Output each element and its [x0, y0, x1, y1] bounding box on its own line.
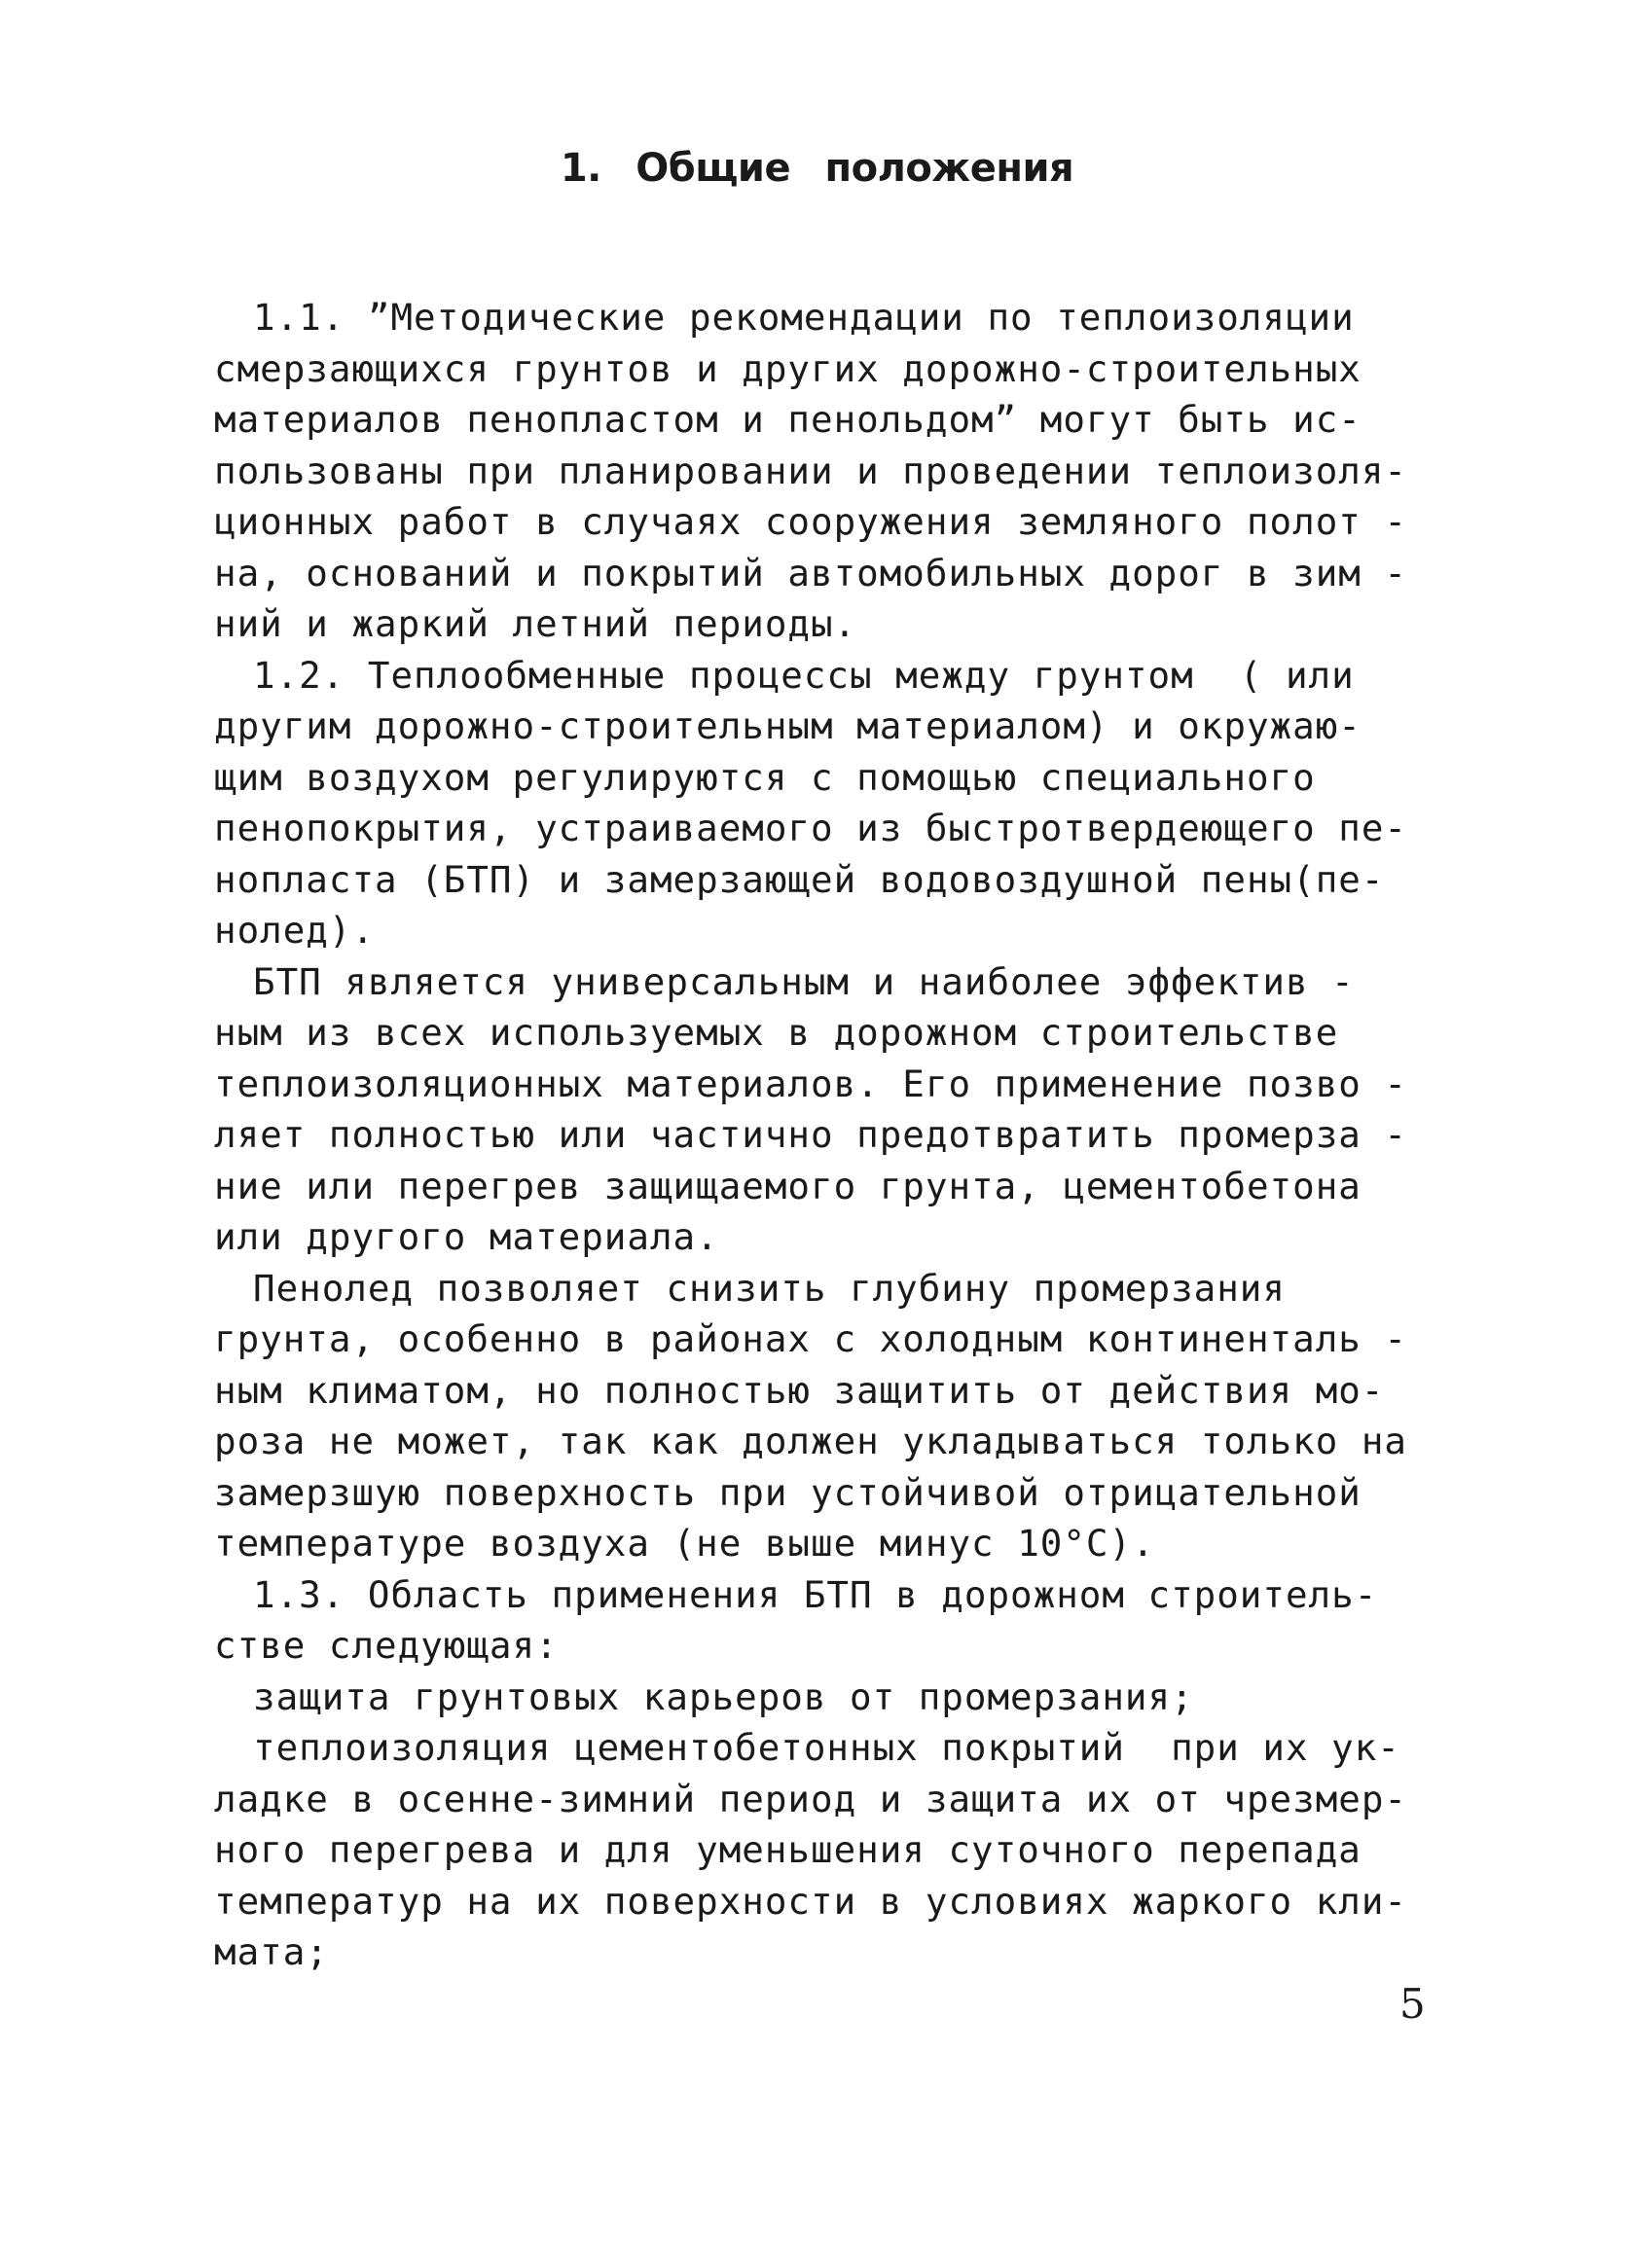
- text-line: температур на их поверхности в условиях жаркого кли-: [214, 1879, 1407, 1923]
- text-line: 1.2. Теплообменные процессы между грунтом ( или: [253, 653, 1355, 697]
- text-line: замерзшую поверхность при устойчивой отрицательной: [214, 1470, 1362, 1514]
- text-line: роза не может, так как должен укладываться только на: [214, 1420, 1407, 1462]
- section-title: 1. Общие положения: [560, 146, 1074, 191]
- text-line: мата;: [214, 1930, 329, 1973]
- text-line: ние или перегрев защищаемого грунта, цементобетона: [214, 1164, 1362, 1207]
- text-line: ляет полностью или частично предотвратить промерза -: [214, 1113, 1407, 1156]
- text-line: на, оснований и покрытий автомобильных дорог в зим -: [214, 551, 1407, 594]
- text-line: грунта, особенно в районах с холодным континенталь -: [214, 1317, 1407, 1360]
- text-line: ным из всех используемых в дорожном строительстве: [214, 1011, 1339, 1054]
- text-line: 1.3. Область применения БТП в дорожном строитель-: [253, 1572, 1378, 1616]
- text-line: ционных работ в случаях сооружения земляного полот -: [214, 500, 1407, 543]
- text-line: щим воздухом регулируются с помощью специального: [214, 755, 1316, 799]
- text-line: 1.1. ”Методические рекомендации по теплоизоляции: [253, 296, 1355, 339]
- text-line: теплоизоляционных материалов. Его применение позво -: [214, 1062, 1407, 1105]
- text-line: теплоизоляция цементобетонных покрытий при их ук-: [253, 1726, 1400, 1769]
- list-item: защита грунтовых карьеров от промерзания;: [253, 1674, 1194, 1718]
- text-line: ным климатом, но полностью защитить от действия мо-: [214, 1368, 1385, 1412]
- body-text: [214, 292, 1460, 1978]
- text-line: или другого материала.: [214, 1215, 719, 1258]
- text-line: Пенолед позволяет снизить глубину промерзания: [253, 1266, 1286, 1310]
- text-line: нопласта (БТП) и замерзающей водовоздушной пены(пе-: [214, 857, 1385, 901]
- text-line: температуре воздуха (не выше минус 10°С).: [214, 1522, 1155, 1565]
- text-line: материалов пенопластом и пенольдом” могут быть ис-: [214, 398, 1362, 441]
- text-line: пользованы при планировании и проведении теплоизоля-: [214, 449, 1407, 492]
- text-line: пенопокрытия, устраиваемого из быстротвердеющего пе-: [214, 807, 1407, 849]
- text-line: другим дорожно-строительным материалом) и окружаю-: [214, 704, 1362, 747]
- text-line: ний и жаркий летний периоды.: [214, 602, 857, 645]
- text-line: стве следующая:: [214, 1624, 559, 1667]
- page-number: 5: [1399, 1980, 1426, 2028]
- text-line: нолед).: [214, 909, 376, 952]
- text-line: ладке в осенне-зимний период и защита их от чрезмер-: [214, 1777, 1407, 1820]
- text-line: смерзающихся грунтов и других дорожно-строительных: [214, 346, 1362, 390]
- text-line: БТП является универсальным и наиболее эффектив -: [253, 959, 1355, 1003]
- text-line: ного перегрева и для уменьшения суточного перепада: [214, 1828, 1362, 1871]
